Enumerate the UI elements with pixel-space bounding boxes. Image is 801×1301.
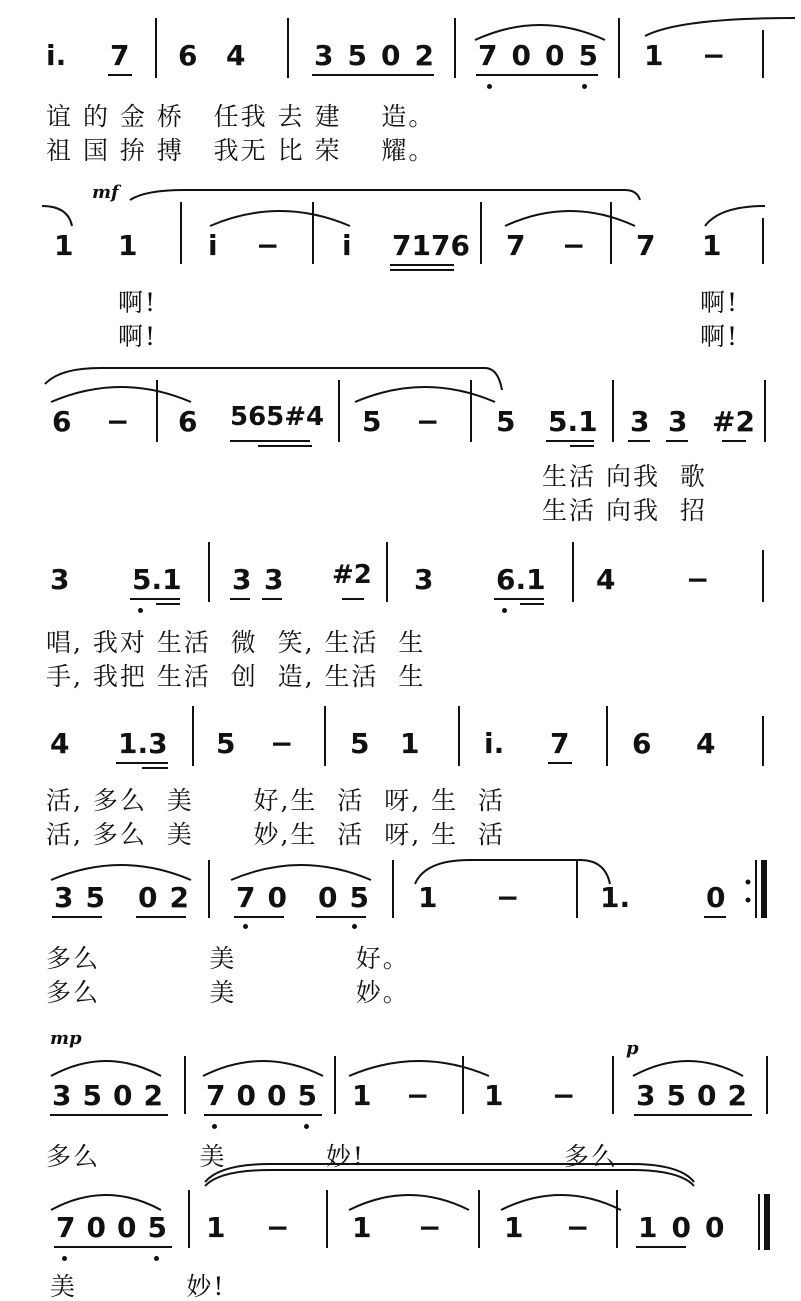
low-octave-dot (352, 924, 357, 929)
low-octave-dot (304, 1124, 309, 1129)
underline (230, 440, 310, 442)
underline (52, 916, 102, 918)
underline (494, 598, 544, 600)
note: 4 (50, 727, 70, 760)
underline (262, 598, 282, 600)
note: 3502 (314, 39, 448, 72)
note: − (266, 1211, 290, 1244)
dynamic-marking: mf (92, 182, 119, 203)
low-octave-dot (62, 1256, 67, 1261)
underline (230, 598, 250, 600)
note: 1. (600, 881, 631, 914)
note: 3 (264, 563, 284, 596)
slur (500, 200, 640, 230)
barline (454, 18, 456, 78)
low-octave-dot (582, 84, 587, 89)
barline (458, 706, 460, 766)
barline (612, 380, 614, 442)
lyric-verse-2: 啊! (118, 322, 158, 351)
barline (606, 706, 608, 766)
barline (470, 380, 472, 442)
note: 100 (638, 1211, 739, 1244)
barline (312, 202, 314, 264)
note: 02 (138, 881, 201, 914)
note: 0 (706, 881, 726, 914)
barline (188, 1190, 190, 1248)
lyric-verse-2-end: 啊! (700, 322, 740, 351)
slur (344, 1184, 474, 1214)
slur (46, 1050, 166, 1080)
underline (136, 916, 186, 918)
slur (46, 1184, 166, 1214)
note: 3 (668, 405, 688, 438)
barline (762, 550, 764, 602)
note: 7176 (392, 229, 470, 262)
note: 7 (506, 229, 526, 262)
note: 1 (206, 1211, 226, 1244)
barline (762, 218, 764, 264)
note: − (418, 1211, 442, 1244)
barline (762, 716, 764, 766)
barline (392, 860, 394, 918)
lyric-verse-2: 多么 美 妙。 (46, 978, 410, 1007)
underline (722, 440, 746, 442)
slur (344, 1050, 494, 1080)
underline (476, 74, 598, 76)
underline (54, 1246, 172, 1248)
barline (576, 860, 578, 918)
barline (184, 1056, 186, 1114)
note: 1 (352, 1079, 372, 1112)
note: 5 (350, 727, 370, 760)
lyric: 多么 美 妙! 多么 (46, 1142, 618, 1171)
lyric-verse-1: 啊! (118, 288, 158, 317)
note: i. (46, 39, 67, 72)
note: 1 (504, 1211, 524, 1244)
note: 4 (226, 39, 246, 72)
barline (338, 380, 340, 442)
note: − (566, 1211, 590, 1244)
note: 5.1 (548, 405, 598, 438)
underline (50, 1114, 168, 1116)
note: − (256, 229, 280, 262)
barline (326, 1190, 328, 1248)
note: i (342, 229, 352, 262)
underline (520, 603, 544, 605)
note: − (406, 1079, 430, 1112)
underline (636, 1246, 686, 1248)
note: − (562, 229, 586, 262)
underline (108, 74, 132, 76)
slur (40, 200, 80, 230)
note: 5 (496, 405, 516, 438)
barline (208, 860, 210, 918)
underline (342, 598, 364, 600)
note: − (416, 405, 440, 438)
underline (704, 916, 726, 918)
note: − (270, 727, 294, 760)
slur (226, 854, 376, 884)
note: 70 (236, 881, 299, 914)
note: 4 (696, 727, 716, 760)
lyric-verse-2: 活, 多么 美 妙,生 活 呀, 生 活 (46, 820, 505, 849)
note: 7005 (478, 39, 612, 72)
barline (610, 202, 612, 264)
note: 6 (632, 727, 652, 760)
underline (258, 445, 312, 447)
lyric-verse-1: 多么 美 好。 (46, 944, 410, 973)
note: 3502 (52, 1079, 174, 1112)
note: 5.1 (132, 563, 182, 596)
low-octave-dot (487, 84, 492, 89)
barline (180, 202, 182, 264)
note: 3 (630, 405, 650, 438)
underline (316, 916, 366, 918)
slur (700, 200, 770, 230)
barline (192, 706, 194, 766)
note: 4 (596, 563, 616, 596)
barline (762, 30, 764, 78)
note: 1 (644, 39, 664, 72)
note: − (702, 39, 726, 72)
note: 1 (418, 881, 438, 914)
note: − (686, 563, 710, 596)
note: − (552, 1079, 576, 1112)
note: 7005 (206, 1079, 328, 1112)
slur (46, 854, 196, 884)
repeat-end-barline (742, 860, 772, 922)
note: 1.3 (118, 727, 168, 760)
barline (478, 1190, 480, 1248)
note: 5 (216, 727, 236, 760)
note: 1 (54, 229, 74, 262)
underline (390, 264, 454, 266)
slur (640, 12, 800, 42)
slur (205, 200, 355, 230)
dynamic-marking-p: p (626, 1038, 639, 1059)
note: 3 (232, 563, 252, 596)
note: 1 (118, 229, 138, 262)
low-octave-dot (243, 924, 248, 929)
note: 7 (110, 39, 130, 72)
note: 3 (414, 563, 434, 596)
underline (116, 762, 168, 764)
underline (156, 603, 180, 605)
barline (480, 202, 482, 264)
note: #2 (332, 560, 372, 590)
underline (546, 440, 594, 442)
note: 05 (318, 881, 381, 914)
slur (628, 1050, 748, 1080)
note: 1 (400, 727, 420, 760)
final-barline (758, 1194, 778, 1254)
low-octave-dot (154, 1256, 159, 1261)
barline (462, 1056, 464, 1114)
lyric-verse-1: 生活 向我 歌 (542, 462, 707, 491)
note: 3 (50, 563, 70, 596)
underline (570, 445, 594, 447)
barline (386, 542, 388, 602)
lyric-verse-2: 生活 向我 招 (542, 496, 707, 525)
dynamic-marking-mp: mp (50, 1028, 82, 1049)
note: − (106, 405, 130, 438)
underline (634, 1114, 752, 1116)
note: #2 (712, 405, 755, 438)
note: − (496, 881, 520, 914)
barline (155, 18, 157, 78)
barline (618, 18, 620, 78)
underline (142, 767, 168, 769)
barline (156, 380, 158, 442)
note: 6 (178, 39, 198, 72)
note: 565#4 (230, 402, 325, 432)
slur (496, 1184, 626, 1214)
slur (350, 376, 500, 406)
barline (766, 1056, 768, 1114)
lyric-verse-2: 祖 国 拚 搏 我无 比 荣 耀。 (46, 136, 436, 165)
note: 1 (352, 1211, 372, 1244)
note: i. (484, 727, 505, 760)
underline (234, 916, 284, 918)
note: 1 (702, 229, 722, 262)
note: 6 (178, 405, 198, 438)
lyric-verse-1: 谊 的 金 桥 任我 去 建 造。 (46, 102, 436, 131)
underline (204, 1114, 322, 1116)
note: 35 (54, 881, 117, 914)
note: 7 (636, 229, 656, 262)
low-octave-dot (502, 608, 507, 613)
underline (666, 440, 688, 442)
note: 3502 (636, 1079, 758, 1112)
lyric-verse-2: 手, 我把 生活 创 造, 生活 生 (46, 662, 426, 691)
barline (612, 1056, 614, 1114)
underline (312, 74, 434, 76)
barline (764, 380, 766, 442)
lyric-verse-1: 活, 多么 美 好,生 活 呀, 生 活 (46, 786, 505, 815)
barline (572, 542, 574, 602)
lyric-verse-1-end: 啊! (700, 288, 740, 317)
lyric-verse-1: 唱, 我对 生活 微 笑, 生活 生 (46, 628, 426, 657)
note: 1 (484, 1079, 504, 1112)
note: 6.1 (496, 563, 546, 596)
note: 7005 (56, 1211, 178, 1244)
slur (46, 376, 196, 406)
slur (198, 1050, 328, 1080)
note: 6 (52, 405, 72, 438)
low-octave-dot (138, 608, 143, 613)
underline (628, 440, 650, 442)
note: 7 (550, 727, 570, 760)
underline (548, 762, 572, 764)
lyric: 美 妙! (50, 1272, 226, 1301)
underline (130, 598, 180, 600)
note: i (208, 229, 218, 262)
barline (334, 1056, 336, 1114)
barline (287, 18, 289, 78)
barline (616, 1190, 618, 1248)
low-octave-dot (212, 1124, 217, 1129)
underline (390, 269, 454, 271)
barline (208, 542, 210, 602)
note: 5 (362, 405, 382, 438)
barline (324, 706, 326, 766)
